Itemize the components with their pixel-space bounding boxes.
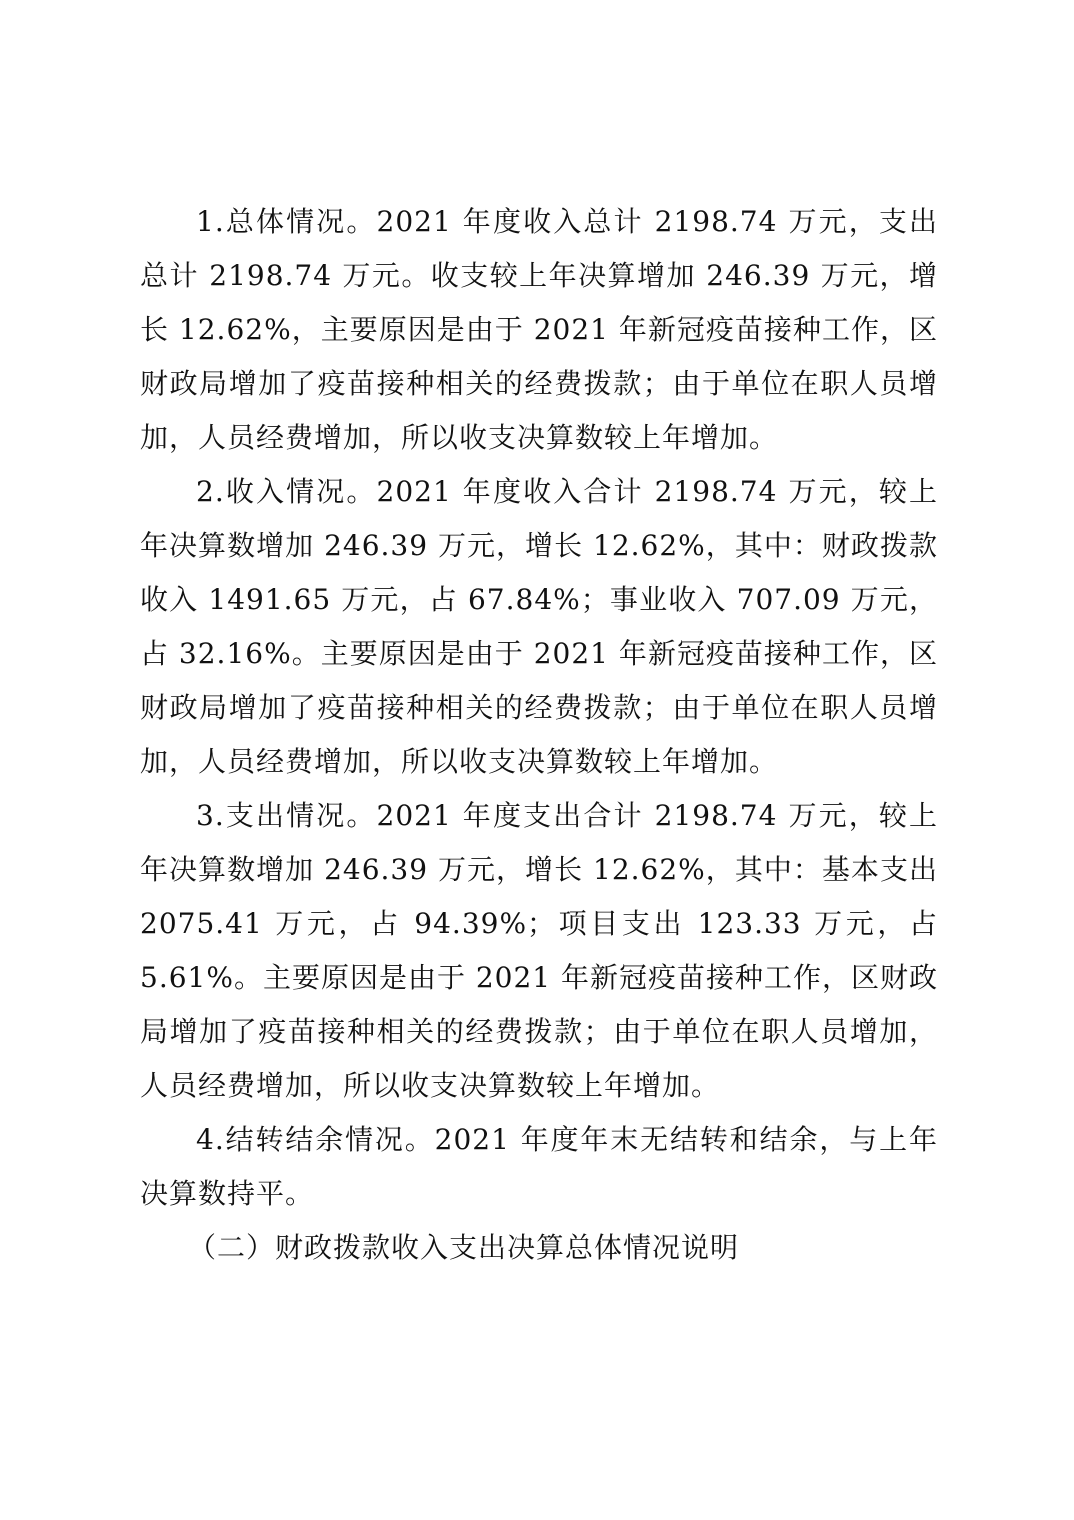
paragraph-expenditure: 3.支出情况。2021 年度支出合计 2198.74 万元，较上年决算数增加 246.39 万元，增长 12.62%，其中：基本支出 2075.41 万元，占 94.39%；项目支出 123.33 万元，占 5.61%。主要原因是由于 2021 年新冠疫苗接种工作，区财政局增加了疫苗接种相关的经费拨款；由于单位在职人员增加，人员经费增加，所以收支决算数较上年增加。 (140, 799, 939, 1102)
paragraph-income: 2.收入情况。2021 年度收入合计 2198.74 万元，较上年决算数增加 246.39 万元，增长 12.62%，其中：财政拨款收入 1491.65 万元，占 67.84%；事业收入 707.09 万元，占 32.16%。主要原因是由于 2021 年新冠疫苗接种工作，区财政局增加了疫苗接种相关的经费拨款；由于单位在职人员增加，人员经费增加，所以收支决算数较上年增加。 (140, 475, 938, 778)
section-heading: （二）财政拨款收入支出决算总体情况说明 (188, 1231, 740, 1264)
paragraph-overall: 1.总体情况。2021 年度收入总计 2198.74 万元，支出总计 2198.74 万元。收支较上年决算增加 246.39 万元，增长 12.62%，主要原因是由于 2021 年新冠疫苗接种工作，区财政局增加了疫苗接种相关的经费拨款；由于单位在职人员增加，人员经费增加，所以收支决算数较上年增加。 (140, 205, 938, 454)
paragraph-carryover: 4.结转结余情况。2021 年度年末无结转和结余，与上年决算数持平。 (140, 1123, 938, 1210)
document-body (140, 195, 938, 1275)
